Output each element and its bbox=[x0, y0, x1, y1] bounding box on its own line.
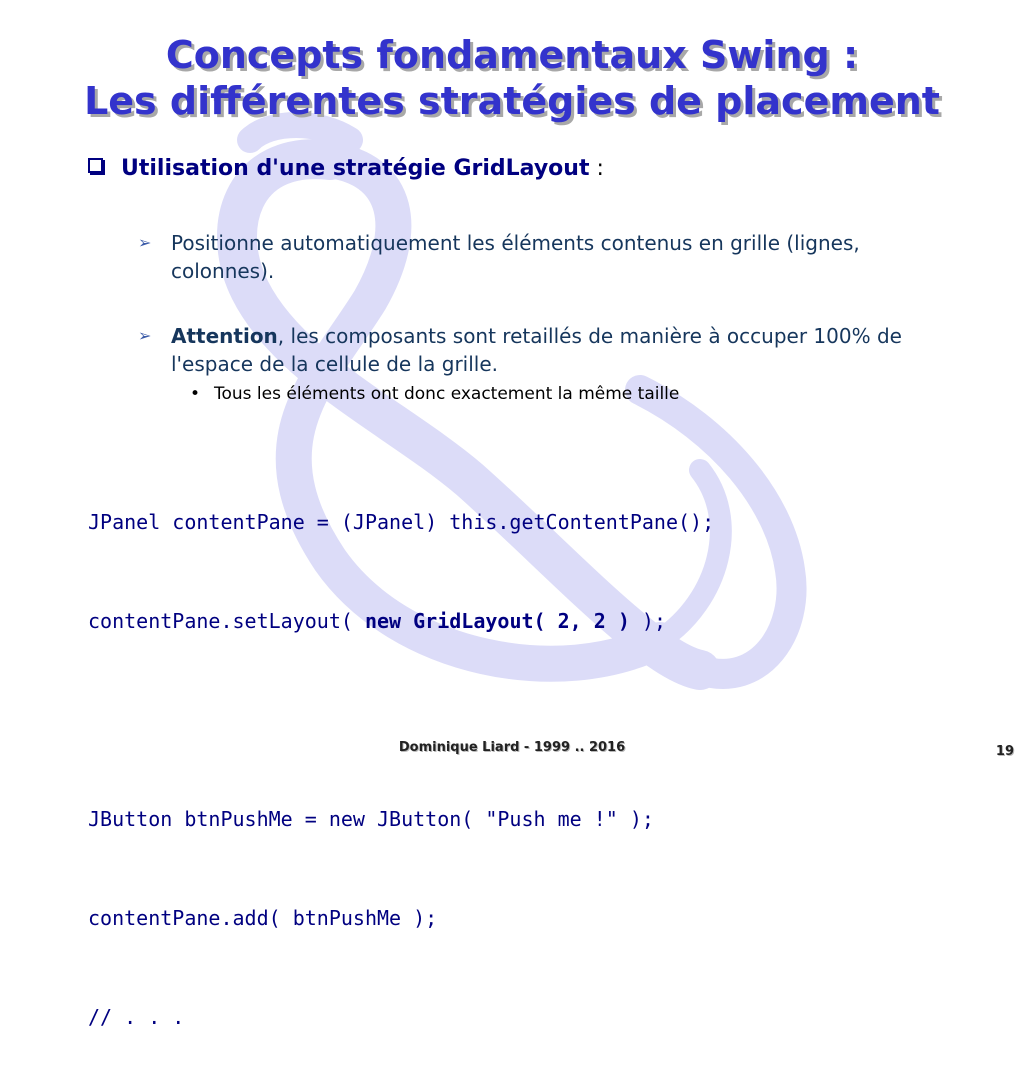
code-line: JButton btnPushMe = new JButton( "Push me !" ); bbox=[88, 807, 654, 831]
main-bullet bbox=[88, 156, 604, 181]
code-line bbox=[88, 605, 714, 638]
dot-bullet-icon: • bbox=[190, 384, 201, 404]
main-bullet-suffix: : bbox=[589, 156, 604, 181]
dot-bullet-text: Tous les éléments ont donc exactement la même taille bbox=[214, 384, 680, 404]
footer-author: Dominique Liard - 1999 .. 2016 bbox=[398, 740, 626, 755]
square-bullet-icon bbox=[88, 158, 103, 173]
sub-bullet-2-text bbox=[171, 322, 938, 378]
dot-bullet bbox=[190, 383, 679, 405]
title-line-2: Les différentes stratégies de placement bbox=[84, 79, 940, 123]
code-line: contentPane.add( btnPushMe ); bbox=[88, 906, 438, 930]
sub-bullet-2 bbox=[138, 322, 938, 378]
code-segment: contentPane.setLayout( bbox=[88, 609, 365, 633]
code-line: // . . . bbox=[88, 1005, 185, 1029]
code-segment: ); bbox=[629, 609, 666, 633]
code-blank-line bbox=[88, 704, 714, 737]
main-bullet-bold: Utilisation d'une stratégie GridLayout bbox=[121, 156, 590, 181]
sub-bullet-2-bold: Attention bbox=[171, 324, 278, 348]
arrow-bullet-icon: ➢ bbox=[138, 326, 152, 345]
sub-bullet-2-rest: , les composants sont retaillés de manière à occuper 100% de l'espace de la cellule de la grille. bbox=[171, 324, 902, 376]
title-line-1: Concepts fondamentaux Swing : bbox=[165, 33, 859, 77]
page-number: 19 bbox=[995, 744, 1014, 759]
code-keyword-segment: new GridLayout( 2, 2 ) bbox=[364, 609, 630, 633]
sub-bullet-1 bbox=[138, 229, 938, 285]
arrow-bullet-icon: ➢ bbox=[138, 233, 152, 252]
sub-bullet-1-text: Positionne automatiquement les éléments contenus en grille (lignes, colonnes). bbox=[171, 231, 860, 283]
slide-title bbox=[0, 32, 1024, 124]
code-line: JPanel contentPane = (JPanel) this.getContentPane(); bbox=[88, 510, 715, 534]
